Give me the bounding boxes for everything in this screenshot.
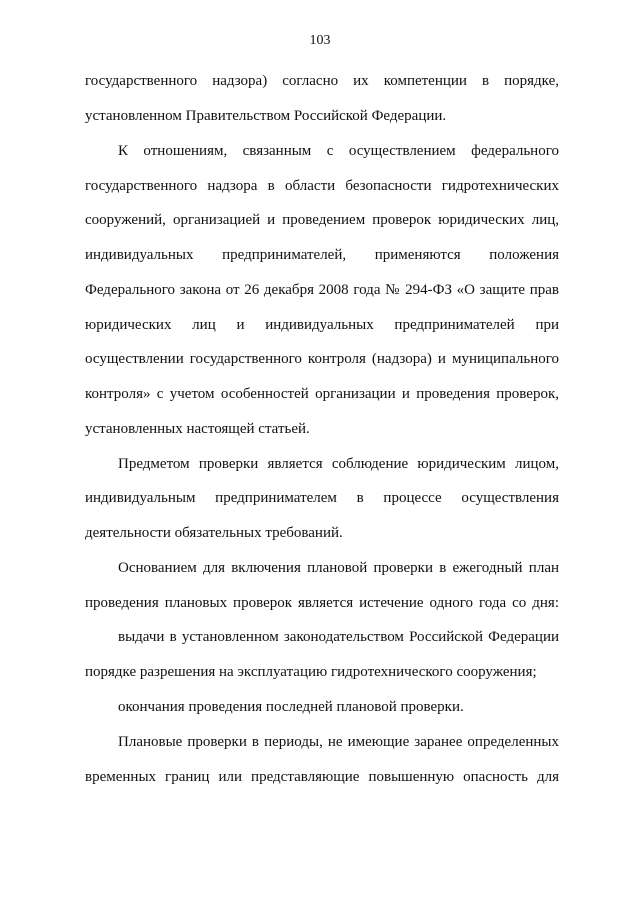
text-line: Плановые проверки в периоды, не имеющие заранее определенных: [118, 734, 559, 750]
text-line: индивидуальным предпринимателем в процессе осуществления: [85, 490, 559, 506]
text-line: порядке разрешения на эксплуатацию гидротехнического сооружения;: [85, 664, 537, 680]
text-line: Федерального закона от 26 декабря 2008 года № 294-ФЗ «О защите прав: [85, 282, 559, 298]
text-line: проведения плановых проверок является истечение одного года со дня:: [85, 595, 559, 611]
text-line: временных границ или представляющие повышенную опасность для: [85, 769, 559, 785]
text-line: Основанием для включения плановой проверки в ежегодный план: [118, 560, 559, 576]
text-line: деятельности обязательных требований.: [85, 525, 343, 541]
text-line: окончания проведения последней плановой проверки.: [118, 699, 464, 715]
text-line: выдачи в установленном законодательством Российской Федерации: [118, 629, 559, 645]
text-line: юридических лиц и индивидуальных предпринимателей при: [85, 317, 559, 333]
text-line: К отношениям, связанным с осуществлением федерального: [118, 143, 559, 159]
text-line: сооружений, организацией и проведением проверок юридических лиц,: [85, 212, 559, 228]
text-line: государственного надзора) согласно их компетенции в порядке,: [85, 73, 559, 89]
text-line: Предметом проверки является соблюдение юридическим лицом,: [118, 456, 559, 472]
text-line: установленных настоящей статьей.: [85, 421, 310, 437]
text-line: индивидуальных предпринимателей, применяются положения: [85, 247, 559, 263]
page-number: 103: [309, 33, 331, 48]
text-line: осуществлении государственного контроля (надзора) и муниципального: [85, 351, 559, 367]
text-line: установленном Правительством Российской Федерации.: [85, 108, 447, 124]
text-line: государственного надзора в области безопасности гидротехнических: [85, 178, 559, 194]
text-line: контроля» с учетом особенностей организации и проведения проверок,: [85, 386, 559, 402]
